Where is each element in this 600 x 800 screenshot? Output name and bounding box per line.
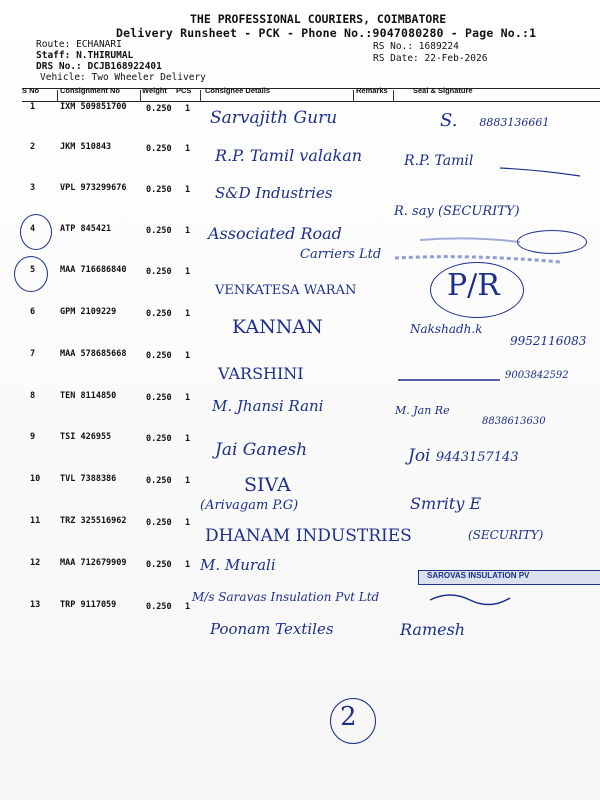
signature-scribble (500, 168, 580, 176)
rs-no-value: 1689224 (418, 41, 459, 52)
handwritten-consignee: M/s Saravas Insulation Pvt Ltd (192, 590, 380, 604)
route-value: ECHANARI (76, 39, 122, 50)
row-pcs: 1 (185, 434, 191, 444)
handwritten-consignee: KANNAN (232, 316, 323, 338)
staff-value: N.THIRUMAL (76, 50, 134, 61)
row-consignment: TEN 8114850 (60, 391, 117, 401)
handwritten-phone: 9952116083 (510, 334, 587, 348)
row-consignment: TRP 9117059 (60, 600, 117, 610)
row-weight: 0.250 (146, 267, 172, 277)
handwritten-signature: M. Jan Re (395, 404, 450, 417)
signature-scribble (430, 595, 510, 605)
row-pcs: 1 (185, 267, 191, 277)
row-consignment: GPM 2109229 (60, 307, 117, 317)
row-sno: 4 (30, 224, 36, 234)
row-weight: 0.250 (146, 309, 172, 319)
handwritten-signature: Smrity E (410, 494, 482, 513)
handwritten-signature: Joi 9443157143 (408, 446, 519, 466)
rs-no-label: RS No.: (373, 41, 414, 52)
row-sno: 10 (30, 474, 41, 484)
row-consignment: IXM 509851700 (60, 102, 127, 112)
rs-date-label: RS Date: (373, 53, 419, 64)
row-consignment: JKM 510843 (60, 142, 112, 152)
row-pcs: 1 (185, 309, 191, 319)
row-weight: 0.250 (146, 393, 172, 403)
handwritten-phone: 9003842592 (505, 370, 569, 381)
row-weight: 0.250 (146, 226, 172, 236)
company-stamp: SAROVAS INSULATION PV (418, 570, 600, 585)
row-sno: 5 (30, 265, 36, 275)
handwritten-consignee: (Arivagam P.G) (200, 498, 299, 513)
row-sno: 3 (30, 183, 36, 193)
col-seal: Seal & Signature (413, 86, 473, 95)
row-pcs: 1 (185, 518, 191, 528)
handwritten-signature: Nakshadh.k (410, 322, 483, 336)
col-weight: Weight (142, 86, 167, 95)
handwritten-consignee: Carriers Ltd (300, 247, 382, 262)
row-consignment: MAA 716686840 (60, 265, 127, 275)
company-title: THE PROFESSIONAL COURIERS, COIMBATORE (190, 12, 447, 26)
col-remarks: Remarks (356, 86, 388, 95)
drs-value: DCJB168922401 (87, 61, 162, 72)
rs-date-value: 22-Feb-2026 (424, 53, 488, 64)
handwritten-consignee: S&D Industries (215, 184, 333, 202)
handwritten-consignee: Associated Road (208, 224, 342, 243)
row-sno: 2 (30, 142, 36, 152)
handwritten-page-number: 2 (340, 702, 357, 732)
row-sno: 6 (30, 307, 36, 317)
runsheet-title: Delivery Runsheet - PCK - Phone No.:9047080280 - Page No.:1 (116, 26, 537, 40)
handwritten-signature: R. say (SECURITY) (394, 204, 520, 219)
handwritten-signature: (SECURITY) (468, 528, 544, 542)
vehicle-value: Two Wheeler Delivery (91, 72, 206, 83)
handwritten-signature: P/R (447, 268, 500, 303)
col-consignment: Consignment No (60, 86, 120, 95)
row-weight: 0.250 (146, 104, 172, 114)
handwritten-phone: 8883136661 (479, 116, 550, 129)
route-label: Route: (36, 39, 71, 50)
row-sno: 1 (30, 102, 36, 112)
row-weight: 0.250 (146, 185, 172, 195)
row-pcs: 1 (185, 393, 191, 403)
handwritten-consignee: M. Jhansi Rani (212, 397, 324, 415)
smudge-mark (395, 257, 560, 262)
row-sno: 13 (30, 600, 41, 610)
row-weight: 0.250 (146, 476, 172, 486)
row-consignment: MAA 578685668 (60, 349, 127, 359)
row-pcs: 1 (185, 560, 191, 570)
drs-label: DRS No.: (36, 61, 82, 72)
handwritten-consignee: Jai Ganesh (215, 440, 308, 460)
handwritten-consignee: SIVA (244, 474, 291, 496)
row-weight: 0.250 (146, 518, 172, 528)
row-consignment: TVL 7388386 (60, 474, 117, 484)
handwritten-phone: 9443157143 (435, 450, 519, 465)
row-sno: 12 (30, 558, 41, 568)
row-pcs: 1 (185, 602, 191, 612)
row-weight: 0.250 (146, 434, 172, 444)
handwritten-signature: S. 8883136661 (440, 110, 550, 131)
row-sno: 11 (30, 516, 41, 526)
handwritten-consignee: M. Murali (200, 556, 276, 574)
col-sno: S No (22, 86, 40, 95)
handwritten-consignee: VARSHINI (218, 364, 304, 383)
row-pcs: 1 (185, 144, 191, 154)
row-consignment: TRZ 325516962 (60, 516, 127, 526)
row-pcs: 1 (185, 226, 191, 236)
row-consignment: VPL 973299676 (60, 183, 127, 193)
vehicle-label: Vehicle: (40, 72, 86, 83)
handwritten-consignee: DHANAM INDUSTRIES (205, 526, 412, 546)
handwritten-consignee: VENKATESA WARAN (215, 283, 357, 298)
staff-label: Staff: (36, 50, 71, 61)
row-sno: 7 (30, 349, 36, 359)
handwritten-consignee: Poonam Textiles (210, 620, 334, 638)
handwritten-signature: Ramesh (400, 620, 466, 639)
row-consignment: MAA 712679909 (60, 558, 127, 568)
row-weight: 0.250 (146, 560, 172, 570)
row-consignment: ATP 845421 (60, 224, 112, 234)
row-weight: 0.250 (146, 602, 172, 612)
col-pcs: PCS (176, 86, 192, 95)
row-sno: 8 (30, 391, 36, 401)
row-pcs: 1 (185, 104, 191, 114)
row-weight: 0.250 (146, 351, 172, 361)
handwritten-consignee: R.P. Tamil valakan (215, 146, 363, 165)
row-consignment: TSI 426955 (60, 432, 112, 442)
smudge-mark (420, 238, 520, 242)
col-consignee: Consignee Details (205, 86, 271, 95)
row-pcs: 1 (185, 185, 191, 195)
handwritten-consignee: Sarvajith Guru (210, 108, 338, 128)
row-sno: 9 (30, 432, 36, 442)
row-pcs: 1 (185, 476, 191, 486)
handwritten-signature: R.P. Tamil (404, 153, 474, 169)
row-weight: 0.250 (146, 144, 172, 154)
handwritten-phone: 8838613630 (482, 416, 546, 427)
row-pcs: 1 (185, 351, 191, 361)
